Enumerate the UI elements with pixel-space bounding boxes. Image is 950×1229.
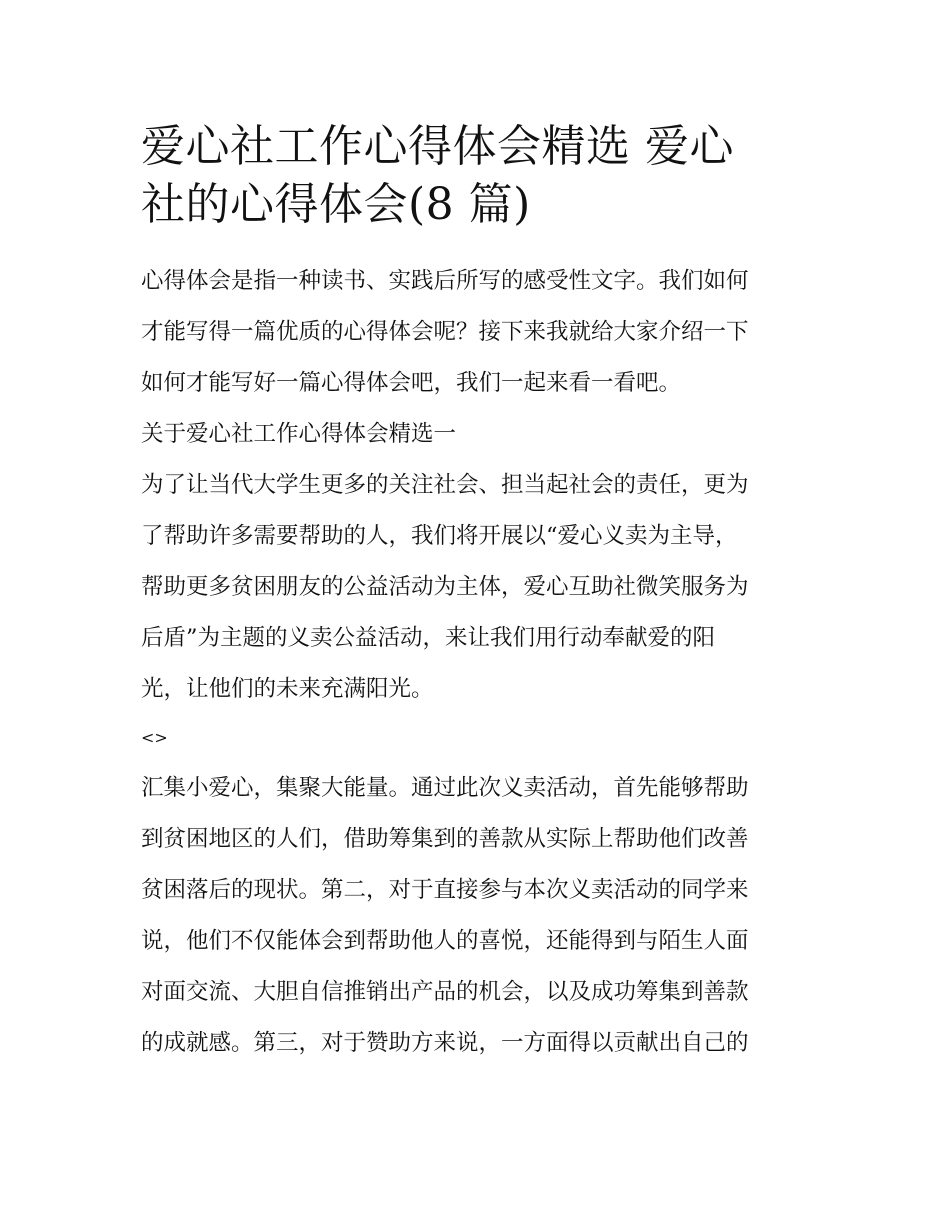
intro-paragraph <box>141 256 813 409</box>
paragraph-2-line-2: 到贫困地区的人们，借助筹集到的善款从实际上帮助他们改善 <box>141 826 749 852</box>
paragraph-1 <box>141 460 813 715</box>
document-content <box>141 118 813 1069</box>
paragraph-1-line-2: 了帮助许多需要帮助的人，我们将开展以“爱心义卖为主导， <box>141 523 738 549</box>
paragraph-2 <box>141 763 813 1069</box>
section-heading-text: 关于爱心社工作心得体会精选一 <box>141 421 457 447</box>
title-line-2: 社的心得体会(8 篇) <box>141 179 531 230</box>
paragraph-1-line-1: 为了让当代大学生更多的关注社会、担当起社会的责任，更为 <box>141 472 749 498</box>
document-title <box>141 118 813 234</box>
document-body <box>141 256 813 1069</box>
title-line-1: 爱心社工作心得体会精选 爱心 <box>141 121 734 172</box>
paragraph-2-line-4: 说，他们不仅能体会到帮助他人的喜悦，还能得到与陌生人面 <box>141 928 749 954</box>
paragraph-2-line-3: 贫困落后的现状。第二，对于直接参与本次义卖活动的同学来 <box>141 877 749 903</box>
paragraph-2-line-6: 的成就感。第三，对于赞助方来说，一方面得以贡献出自己的 <box>141 1030 749 1056</box>
intro-line-2: 才能写得一篇优质的心得体会呢？接下来我就给大家介绍一下 <box>141 319 749 345</box>
intro-line-1: 心得体会是指一种读书、实践后所写的感受性文字。我们如何 <box>141 268 749 294</box>
paragraph-2-line-5: 对面交流、大胆自信推销出产品的机会，以及成功筹集到善款 <box>141 979 749 1005</box>
paragraph-2-line-1: 汇集小爱心，集聚大能量。通过此次义卖活动，首先能够帮助 <box>141 775 749 801</box>
paragraph-1-line-4: 后盾”为主题的义卖公益活动，来让我们用行动奉献爱的阳 <box>141 625 716 651</box>
paragraph-1-line-3: 帮助更多贫困朋友的公益活动为主体，爱心互助社微笑服务为 <box>141 574 749 600</box>
section-heading <box>141 409 813 460</box>
intro-line-3: 如何才能写好一篇心得体会吧，我们一起来看一看吧。 <box>141 370 682 396</box>
image-placeholder-marker: <> <box>141 728 168 747</box>
paragraph-1-line-5: 光，让他们的未来充满阳光。 <box>141 676 434 702</box>
